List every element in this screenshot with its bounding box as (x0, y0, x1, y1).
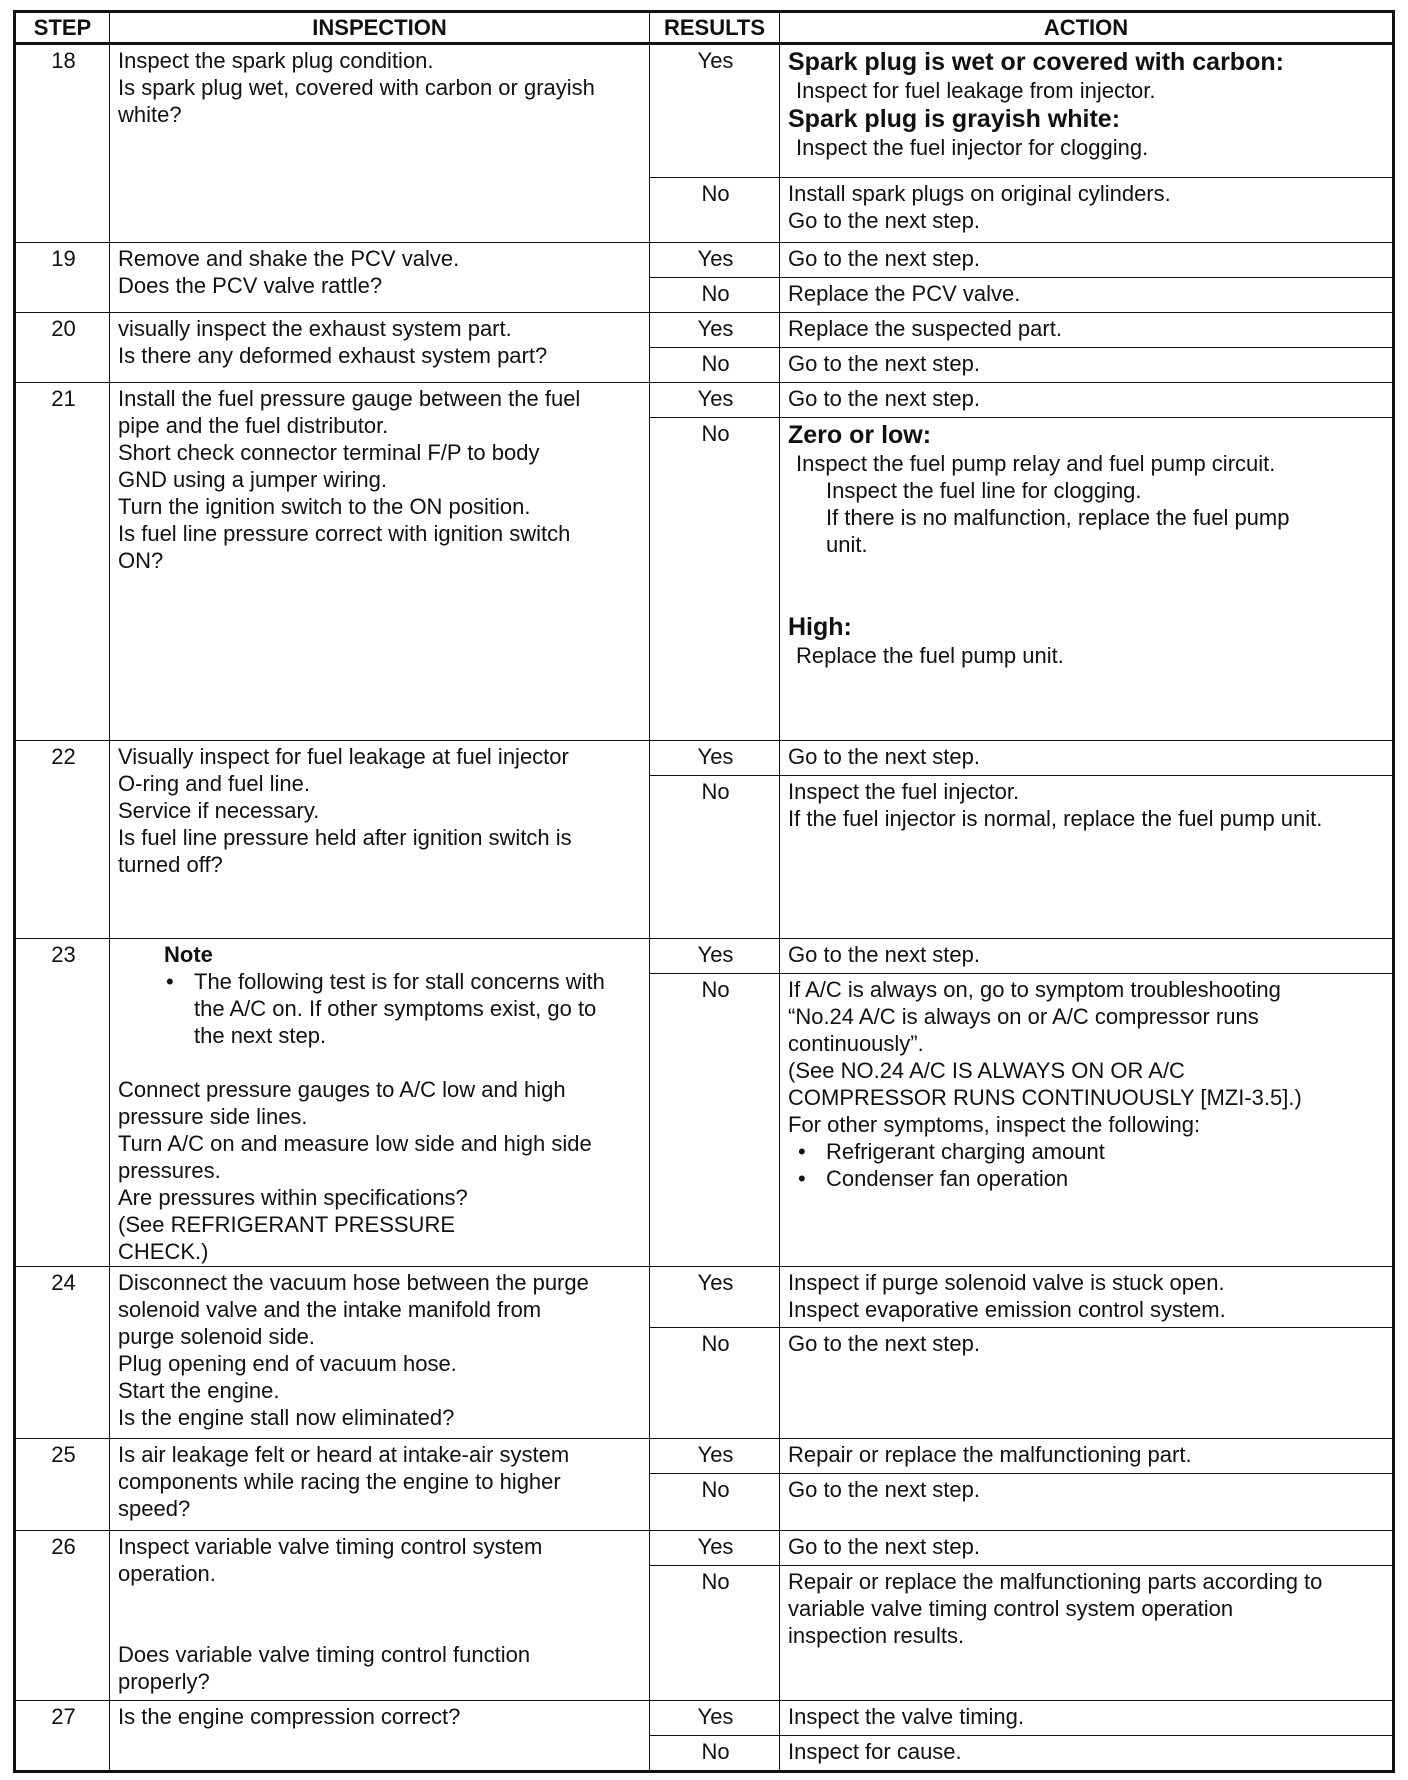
header-inspection: INSPECTION (110, 12, 650, 44)
inspection-line: visually inspect the exhaust system part. (118, 316, 512, 341)
action-line: Inspect the fuel line for clogging. (826, 478, 1142, 503)
header-row (15, 12, 1394, 44)
action-line: Replace the fuel pump unit. (796, 643, 1064, 668)
inspection-line: O-ring and fuel line. (118, 771, 310, 796)
inspection-line: purge solenoid side. (118, 1324, 315, 1349)
inspection-line: ON? (118, 548, 164, 573)
action-yes: Repair or replace the malfunctioning part. (780, 1439, 1394, 1474)
action-line: For other symptoms, inspect the following: (788, 1112, 1201, 1137)
inspection-line: CHECK.) (118, 1239, 209, 1264)
note-line: • The following test is for stall concerns with (194, 969, 605, 994)
inspection-line: Service if necessary. (118, 798, 320, 823)
inspection-line: Inspect variable valve timing control system (118, 1534, 543, 1559)
bullet-item: • Condenser fan operation (788, 1165, 1386, 1192)
note-item (118, 968, 643, 1049)
step-number: 26 (15, 1531, 110, 1701)
result-yes: Yes (650, 1439, 780, 1474)
action-line: If A/C is always on, go to symptom troubleshooting (788, 977, 1281, 1002)
inspection-line: solenoid valve and the intake manifold from (118, 1297, 542, 1322)
step-inspection (110, 741, 650, 939)
action-line: Inspect evaporative emission control system. (788, 1297, 1226, 1322)
step-20-yes-row (15, 313, 1394, 348)
action-yes (780, 1267, 1394, 1328)
step-inspection (110, 44, 650, 243)
step-24-yes-row (15, 1267, 1394, 1328)
step-inspection: Is the engine compression correct? (110, 1701, 650, 1772)
action-line: Inspect for fuel leakage from injector. (796, 78, 1156, 103)
header-action: ACTION (780, 12, 1394, 44)
inspection-line: speed? (118, 1496, 191, 1521)
step-26-yes-row (15, 1531, 1394, 1566)
step-inspection (110, 1531, 650, 1701)
step-inspection (110, 313, 650, 383)
inspection-line: Start the engine. (118, 1378, 280, 1403)
spacer (118, 1049, 643, 1076)
inspection-line: Is fuel line pressure held after ignition switch is (118, 825, 572, 850)
inspection-line: (See REFRIGERANT PRESSURE (118, 1212, 456, 1237)
action-heading: Spark plug is wet or covered with carbon: (788, 48, 1284, 76)
step-number: 19 (15, 243, 110, 313)
inspection-line: Is there any deformed exhaust system part? (118, 343, 548, 368)
action-line: Inspect if purge solenoid valve is stuck open. (788, 1270, 1225, 1295)
action-no: Go to the next step. (780, 1474, 1394, 1531)
result-yes: Yes (650, 383, 780, 418)
inspection-line: Remove and shake the PCV valve. (118, 246, 460, 271)
result-no: No (650, 1474, 780, 1531)
result-yes: Yes (650, 313, 780, 348)
note-line: the next step. (194, 1023, 327, 1048)
action-heading: High: (788, 613, 852, 641)
action-no (780, 776, 1394, 939)
step-number: 23 (15, 939, 110, 1267)
result-no: No (650, 1566, 780, 1701)
result-yes: Yes (650, 939, 780, 974)
action-no: Replace the PCV valve. (780, 278, 1394, 313)
result-yes: Yes (650, 741, 780, 776)
action-line: Inspect the fuel injector for clogging. (796, 135, 1149, 160)
step-23-yes-row (15, 939, 1394, 974)
step-number: 27 (15, 1701, 110, 1772)
result-no: No (650, 1328, 780, 1439)
action-no (780, 1566, 1394, 1701)
action-no (780, 178, 1394, 243)
inspection-line: Short check connector terminal F/P to body (118, 440, 540, 465)
troubleshooting-document (13, 10, 1392, 1773)
step-number: 18 (15, 44, 110, 243)
action-no (780, 974, 1394, 1267)
bullet-item: • Refrigerant charging amount (788, 1138, 1386, 1165)
action-no: Inspect for cause. (780, 1736, 1394, 1772)
result-no: No (650, 776, 780, 939)
action-no (780, 418, 1394, 741)
action-yes: Go to the next step. (780, 383, 1394, 418)
inspection-line: Is air leakage felt or heard at intake-air system (118, 1442, 570, 1467)
action-heading: Spark plug is grayish white: (788, 105, 1121, 133)
inspection-line: Turn A/C on and measure low side and high side (118, 1131, 592, 1156)
result-no: No (650, 278, 780, 313)
action-yes: Go to the next step. (780, 1531, 1394, 1566)
inspection-line: Are pressures within specifications? (118, 1185, 468, 1210)
step-number: 20 (15, 313, 110, 383)
action-line: Go to the next step. (788, 208, 981, 233)
spacer (118, 1587, 643, 1641)
step-25-yes-row (15, 1439, 1394, 1474)
inspection-line: turned off? (118, 852, 223, 877)
action-yes (780, 44, 1394, 178)
inspection-line: pressure side lines. (118, 1104, 308, 1129)
step-number: 24 (15, 1267, 110, 1439)
result-yes: Yes (650, 243, 780, 278)
inspection-line: Visually inspect for fuel leakage at fuel injector (118, 744, 569, 769)
step-27-yes-row (15, 1701, 1394, 1736)
result-no: No (650, 1736, 780, 1772)
step-inspection (110, 1439, 650, 1531)
action-line: Inspect the fuel injector. (788, 779, 1020, 804)
inspection-line: Disconnect the vacuum hose between the purge (118, 1270, 589, 1295)
result-no: No (650, 348, 780, 383)
step-inspection (110, 243, 650, 313)
step-inspection (110, 383, 650, 741)
action-line: If there is no malfunction, replace the fuel pump (826, 505, 1290, 530)
inspection-line: Does the PCV valve rattle? (118, 273, 383, 298)
inspection-line: Is the engine stall now eliminated? (118, 1405, 455, 1430)
inspection-line: white? (118, 102, 182, 127)
inspection-line: Install the fuel pressure gauge between the fuel (118, 386, 581, 411)
action-no: Go to the next step. (780, 348, 1394, 383)
action-line: Repair or replace the malfunctioning parts according to (788, 1569, 1323, 1594)
result-no: No (650, 418, 780, 741)
inspection-line: Inspect the spark plug condition. (118, 48, 434, 73)
step-22-yes-row (15, 741, 1394, 776)
action-heading: Zero or low: (788, 421, 932, 449)
result-yes: Yes (650, 44, 780, 178)
action-yes: Go to the next step. (780, 939, 1394, 974)
action-line: If the fuel injector is normal, replace the fuel pump unit. (788, 806, 1323, 831)
action-line: continuously”. (788, 1031, 924, 1056)
inspection-line: components while racing the engine to higher (118, 1469, 561, 1494)
action-line: Install spark plugs on original cylinders. (788, 181, 1171, 206)
inspection-line: Does variable valve timing control function (118, 1642, 531, 1667)
action-yes: Inspect the valve timing. (780, 1701, 1394, 1736)
inspection-line: operation. (118, 1561, 216, 1586)
result-yes: Yes (650, 1267, 780, 1328)
inspection-line: pressures. (118, 1158, 221, 1183)
action-line: variable valve timing control system operation (788, 1596, 1234, 1621)
result-yes: Yes (650, 1531, 780, 1566)
action-line: (See NO.24 A/C IS ALWAYS ON OR A/C (788, 1058, 1185, 1083)
action-line: unit. (826, 532, 868, 557)
troubleshooting-table (13, 10, 1395, 1773)
step-number: 25 (15, 1439, 110, 1531)
step-18-yes-row (15, 44, 1394, 178)
step-19-yes-row (15, 243, 1394, 278)
inspection-line: Is fuel line pressure correct with ignition switch (118, 521, 571, 546)
spacer (788, 558, 1386, 612)
inspection-line: properly? (118, 1669, 210, 1694)
note-line: the A/C on. If other symptoms exist, go to (194, 996, 597, 1021)
action-yes: Go to the next step. (780, 741, 1394, 776)
action-yes: Replace the suspected part. (780, 313, 1394, 348)
inspection-line: Connect pressure gauges to A/C low and high (118, 1077, 566, 1102)
header-results: RESULTS (650, 12, 780, 44)
action-line: COMPRESSOR RUNS CONTINUOUSLY [MZI-3.5].) (788, 1085, 1302, 1110)
inspection-line: pipe and the fuel distributor. (118, 413, 389, 438)
action-no: Go to the next step. (780, 1328, 1394, 1439)
step-inspection (110, 1267, 650, 1439)
action-yes: Go to the next step. (780, 243, 1394, 278)
result-no: No (650, 974, 780, 1267)
result-yes: Yes (650, 1701, 780, 1736)
step-21-yes-row (15, 383, 1394, 418)
inspection-line: GND using a jumper wiring. (118, 467, 387, 492)
action-line: Inspect the fuel pump relay and fuel pump circuit. (796, 451, 1276, 476)
action-line: “No.24 A/C is always on or A/C compressor runs (788, 1004, 1259, 1029)
header-step: STEP (15, 12, 110, 44)
inspection-line: Plug opening end of vacuum hose. (118, 1351, 457, 1376)
step-inspection (110, 939, 650, 1267)
step-number: 21 (15, 383, 110, 741)
note-title: Note (164, 942, 213, 967)
action-line: inspection results. (788, 1623, 965, 1648)
inspection-line: Turn the ignition switch to the ON position. (118, 494, 531, 519)
result-no: No (650, 178, 780, 243)
inspection-line: Is spark plug wet, covered with carbon or grayish (118, 75, 595, 100)
step-number: 22 (15, 741, 110, 939)
